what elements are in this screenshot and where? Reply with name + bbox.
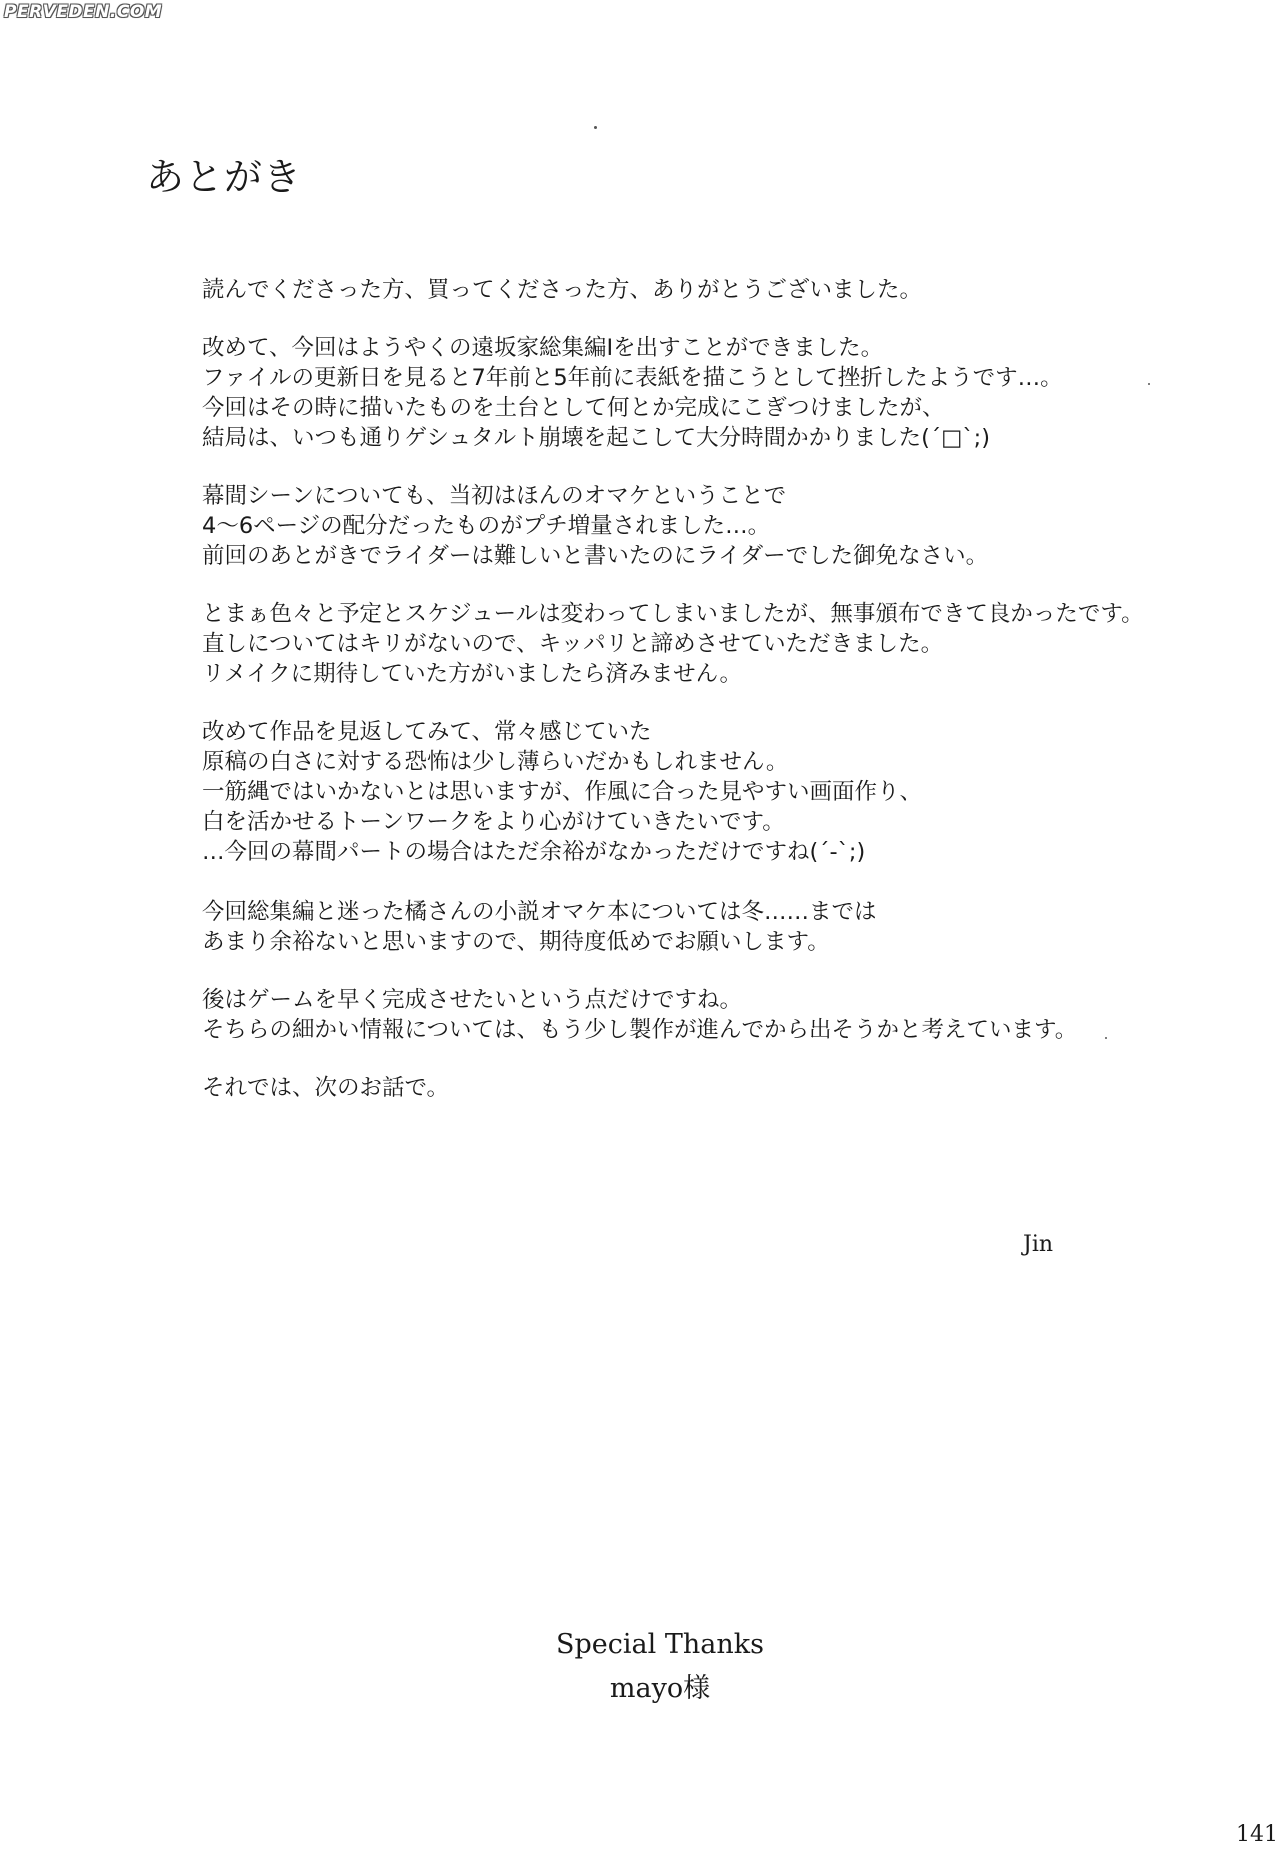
text-line: リメイクに期待していた方がいましたら済みません。 xyxy=(202,661,743,687)
author-signature: Jin xyxy=(1023,1232,1054,1257)
watermark-logo: PERVEDEN.COM xyxy=(4,2,163,22)
paragraph-novel xyxy=(202,897,1202,957)
afterword-body xyxy=(202,275,1202,1131)
text-line: 白を活かせるトーンワークをより心がけていきたいです。 xyxy=(202,809,785,835)
text-line: 原稿の白さに対する恐怖は少し薄らいだかもしれません。 xyxy=(202,749,789,775)
text-line: 改めて、今回はようやくの遠坂家総集編Ⅰを出すことができました。 xyxy=(202,335,884,361)
text-line: 改めて作品を見返してみて、常々感じていた xyxy=(202,719,652,745)
text-line: 4～6ページの配分だったものがプチ増量されました…。 xyxy=(202,513,771,539)
paragraph-reflection xyxy=(202,717,1202,867)
text-line: 今回総集編と迷った橘さんの小説オマケ本については冬……までは xyxy=(202,899,877,925)
text-line: 結局は、いつも通りゲシュタルト崩壊を起こして大分時間かかりました(´□`;) xyxy=(202,425,990,451)
paragraph-game xyxy=(202,985,1202,1045)
paragraph-schedule xyxy=(202,599,1202,689)
page-title: あとがき xyxy=(146,155,303,199)
text-line: 読んでくださった方、買ってくださった方、ありがとうございました。 xyxy=(202,277,923,303)
text-line: 前回のあとがきでライダーは難しいと書いたのにライダーでした御免なさい。 xyxy=(202,543,989,569)
text-line: とまぁ色々と予定とスケジュールは変わってしまいましたが、無事頒布できて良かったです。 xyxy=(202,601,1144,627)
special-thanks-heading: Special Thanks xyxy=(556,1629,764,1660)
page-number: 141 xyxy=(1236,1822,1278,1847)
text-line: 後はゲームを早く完成させたいという点だけですね。 xyxy=(202,987,743,1013)
paragraph-thanks xyxy=(202,275,1202,305)
text-line: あまり余裕ないと思いますので、期待度低めでお願いします。 xyxy=(202,929,830,955)
special-thanks-name: mayo様 xyxy=(609,1673,711,1704)
text-line: 直しについてはキリがないので、キッパリと諦めさせていただきました。 xyxy=(202,631,944,657)
text-line: ファイルの更新日を見ると7年前と5年前に表紙を描こうとして挫折したようです…。 xyxy=(202,365,1063,391)
paragraph-closing xyxy=(202,1073,1202,1103)
paragraph-compilation xyxy=(202,333,1202,453)
text-line: …今回の幕間パートの場合はただ余裕がなかっただけですね(´-`;) xyxy=(202,839,866,865)
text-line: 今回はその時に描いたものを土台として何とか完成にこぎつけましたが、 xyxy=(202,395,945,421)
text-line: 幕間シーンについても、当初はほんのオマケということで xyxy=(202,483,787,509)
text-line: そちらの細かい情報については、もう少し製作が進んでから出そうかと考えています。 xyxy=(202,1017,1078,1043)
text-line: 一筋縄ではいかないとは思いますが、作風に合った見やすい画面作り、 xyxy=(202,779,923,805)
paragraph-interlude xyxy=(202,481,1202,571)
text-line: それでは、次のお話で。 xyxy=(202,1075,450,1101)
scan-speck xyxy=(594,126,597,129)
